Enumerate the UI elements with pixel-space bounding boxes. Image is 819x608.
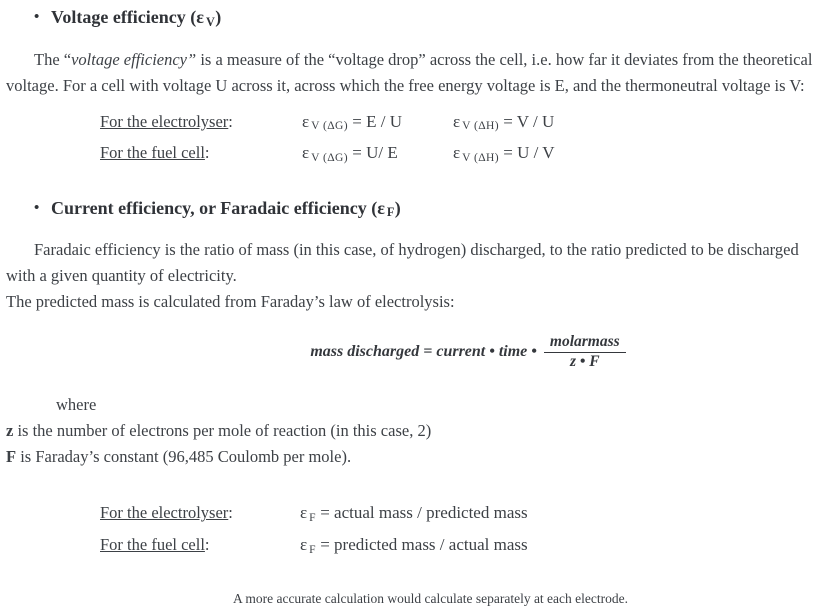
electrolyser-label-text: For the electrolyser bbox=[100, 503, 229, 523]
para2-line2: with a given quantity of electricity. bbox=[6, 266, 237, 286]
electrolyser-faradaic-equation bbox=[300, 499, 815, 531]
fuel-cell-label-text: For the fuel cell bbox=[100, 143, 205, 163]
colon: : bbox=[204, 143, 210, 163]
colon: : bbox=[228, 503, 233, 523]
voltage-equations-table bbox=[100, 108, 815, 171]
epsilon: ε bbox=[302, 111, 310, 131]
heading-pre: Current efficiency, or Faradaic efficiency (ε bbox=[51, 197, 385, 218]
fraction-denominator: z • F bbox=[544, 352, 626, 372]
electrolyser-label bbox=[100, 108, 302, 140]
f-definition bbox=[6, 444, 815, 470]
equation-body: = U / V bbox=[499, 143, 555, 163]
epsilon-subscript: V (ΔG) bbox=[311, 150, 349, 164]
fuel-cell-label bbox=[100, 531, 300, 563]
para1-seg3: is a measure of the “voltage drop” across the cell, i.e. how far it deviates from the theoretical bbox=[196, 49, 813, 69]
fuel-cell-dh-equation bbox=[453, 139, 815, 171]
epsilon-subscript: V (ΔH) bbox=[462, 119, 500, 133]
epsilon: ε bbox=[302, 143, 310, 163]
electrolyser-dh-equation bbox=[453, 108, 815, 140]
heading-subscript: F bbox=[386, 205, 395, 220]
epsilon: ε bbox=[453, 143, 461, 163]
epsilon-subscript: F bbox=[309, 510, 316, 524]
equation-body: = V / U bbox=[499, 111, 555, 131]
colon: : bbox=[228, 111, 233, 131]
epsilon-subscript: V (ΔG) bbox=[311, 119, 349, 133]
voltage-efficiency-paragraph bbox=[6, 47, 815, 99]
epsilon-subscript: V (ΔH) bbox=[462, 150, 500, 164]
equation-body: = actual mass / predicted mass bbox=[315, 503, 528, 523]
z-symbol: z bbox=[6, 421, 14, 441]
z-definition bbox=[6, 418, 815, 444]
formula-fraction bbox=[544, 333, 626, 371]
electrolyser-dg-equation bbox=[302, 108, 453, 140]
heading-voltage-efficiency bbox=[34, 5, 815, 34]
where-label: where bbox=[56, 395, 97, 415]
epsilon: ε bbox=[300, 503, 308, 523]
para1-seg1: The “ bbox=[34, 49, 72, 69]
heading-post: ) bbox=[394, 197, 401, 218]
faradaic-equations-table bbox=[100, 499, 815, 562]
fuel-cell-label bbox=[100, 139, 302, 171]
heading-current-efficiency bbox=[34, 196, 815, 225]
electrolyser-label-text: For the electrolyser bbox=[100, 111, 229, 131]
para1-italic-term: voltage efficiency” bbox=[71, 49, 197, 69]
epsilon: ε bbox=[300, 534, 308, 554]
faraday-law-formula bbox=[6, 329, 815, 375]
fuel-cell-faradaic-equation bbox=[300, 531, 815, 563]
fuel-cell-label-text: For the fuel cell bbox=[100, 534, 205, 554]
heading-voltage-text bbox=[51, 5, 221, 34]
epsilon-subscript: F bbox=[309, 542, 316, 556]
equation-body: = predicted mass / actual mass bbox=[315, 534, 528, 554]
bullet-icon: • bbox=[34, 9, 40, 25]
equation-body: = E / U bbox=[348, 111, 402, 131]
bullet-icon: • bbox=[34, 199, 40, 216]
fraction-numerator: molarmass bbox=[549, 333, 620, 351]
z-definition-text: is the number of electrons per mole of reaction (in this case, 2) bbox=[13, 421, 432, 441]
heading-current-text bbox=[51, 196, 401, 225]
footnote: A more accurate calculation would calculate separately at each electrode. bbox=[232, 590, 629, 606]
f-symbol: F bbox=[6, 447, 17, 467]
electrolyser-label bbox=[100, 499, 300, 531]
para2-line1: Faradaic efficiency is the ratio of mass (in this case, of hydrogen) discharged, to the ratio predicted to be discharged bbox=[34, 240, 799, 260]
heading-subscript: V bbox=[205, 14, 216, 29]
f-definition-text: is Faraday’s constant (96,485 Coulomb per mole). bbox=[16, 447, 352, 467]
epsilon: ε bbox=[453, 111, 461, 131]
heading-pre: Voltage efficiency (ε bbox=[51, 7, 204, 27]
equation-body: = U/ E bbox=[348, 143, 398, 163]
predicted-mass-line: The predicted mass is calculated from Faraday’s law of electrolysis: bbox=[6, 292, 455, 312]
para1-seg4: voltage. For a cell with voltage U across it, across which the free energy voltage is E, and the thermoneutral voltage is V: bbox=[6, 75, 805, 95]
heading-post: ) bbox=[215, 7, 222, 27]
faradaic-efficiency-paragraph bbox=[6, 237, 815, 289]
fuel-cell-dg-equation bbox=[302, 139, 453, 171]
colon: : bbox=[204, 534, 210, 554]
formula-left: mass discharged = current • time • bbox=[310, 343, 537, 361]
